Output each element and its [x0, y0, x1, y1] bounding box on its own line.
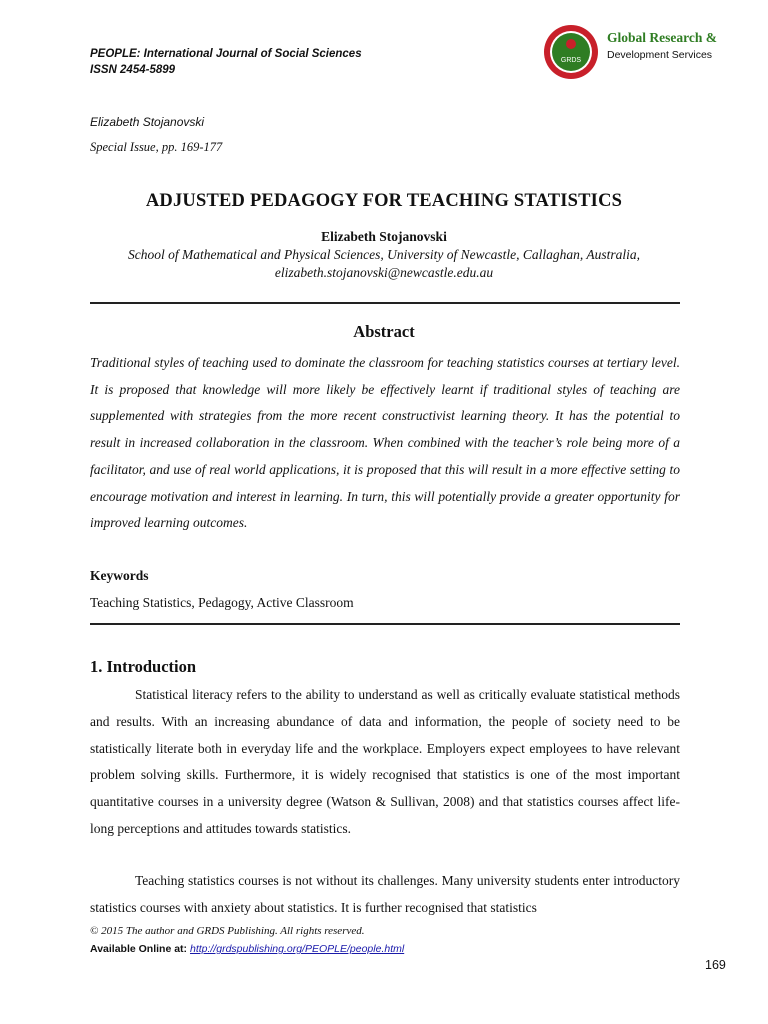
section-heading: 1. Introduction [90, 657, 197, 676]
abstract-text: Traditional styles of teaching used to dominate the classroom for teaching statistics courses at tertiary level. It is proposed that knowledge will more likely be effectively learnt if traditional styles of teaching are supplemented with strategies from the more recent constructivist learning theory. It has the potential to result in increased collaboration in the classroom. When combined with the teacher’s role being more of a facilitator, and use of real world applications, it is proposed that this will result in a more effective setting to encourage motivation and interest in learning. In turn, this will potentially provide a greater opportunity for improved learning outcomes. [90, 355, 680, 531]
divider [90, 623, 680, 625]
body-paragraph: Teaching statistics courses is not without its challenges. Many university students enter introductory statistics courses with anxiety about statistics. It is further recognised that statistics [90, 873, 680, 915]
abstract-heading: Abstract [353, 322, 415, 341]
journal-url-link[interactable]: http://grdspublishing.org/PEOPLE/people.html [189, 943, 405, 955]
issn: ISSN 2454-5899 [90, 64, 176, 76]
logo-line1: Global Research & [607, 30, 717, 45]
issue-pages: Special Issue, pp. 169-177 [90, 140, 223, 154]
keywords-list: Teaching Statistics, Pedagogy, Active Classroom [90, 595, 354, 610]
seal-text: GRDS [560, 57, 582, 64]
author-affiliation [0, 246, 768, 282]
author-email: elizabeth.stojanovski@newcastle.edu.au [274, 265, 494, 280]
logo-line2: Development Services [607, 49, 713, 61]
affiliation-text: School of Mathematical and Physical Sciences, University of Newcastle, Callaghan, Australia, [128, 247, 640, 262]
running-author: Elizabeth Stojanovski [90, 115, 205, 129]
keywords-heading: Keywords [90, 568, 149, 583]
copyright-notice: © 2015 The author and GRDS Publishing. All rights reserved. [90, 925, 365, 937]
journal-name: PEOPLE: International Journal of Social Sciences [90, 48, 362, 60]
grds-logo [543, 24, 723, 80]
page-number: 169 [705, 958, 726, 972]
paper-title: ADJUSTED PEDAGOGY FOR TEACHING STATISTICS [145, 191, 623, 211]
paper-author: Elizabeth Stojanovski [321, 229, 447, 244]
availability-label: Available Online at: [90, 943, 190, 955]
availability-line [90, 943, 404, 955]
grds-seal-icon [543, 24, 599, 80]
divider [90, 302, 680, 304]
body-paragraph: Statistical literacy refers to the ability to understand as well as critically evaluate statistical methods and results. With an increasing abundance of data and information, the people of society need to be statistically literate both in everyday life and the workplace. Employers expect employees to have relevant problem solving skills. Furthermore, it is widely recognised that statistics is one of the most important quantitative courses in a university degree (Watson & Sullivan, 2008) and that statistics courses affect life-long perceptions and attitudes towards statistics. [90, 687, 680, 836]
